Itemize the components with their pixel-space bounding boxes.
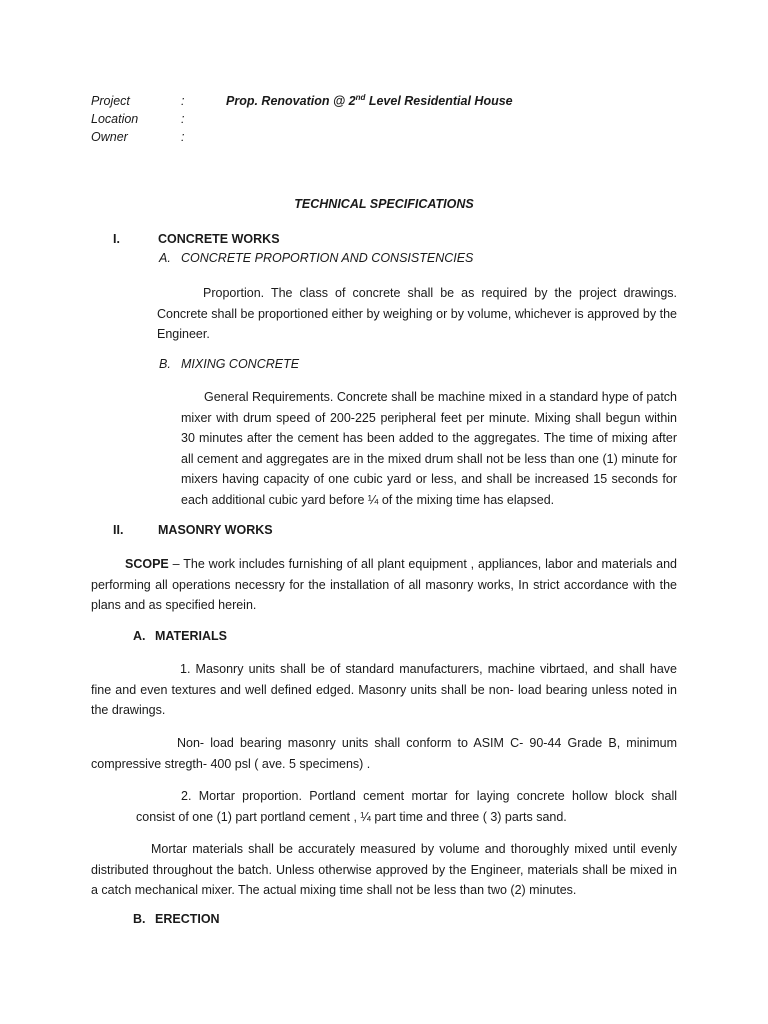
section-2b-heading: ERECTION xyxy=(155,912,220,926)
section-1b-label: B. xyxy=(159,357,171,371)
materials-item-2: 2. Mortar proportion. Portland cement mortar for laying concrete hollow block shall consist of one (1) part portland cement , ¼ part time and three ( 3) parts sand. xyxy=(136,789,677,824)
mortar-paragraph: Mortar materials shall be accurately measured by volume and thoroughly mixed until evenly distributed throughout the batch. Unless otherwise approved by the Engineer, materials shall be mixed in a catch mechanical mixer. The actual mixing time shall not be less than two (2) minutes. xyxy=(91,842,677,897)
section-2a-heading: MATERIALS xyxy=(155,629,227,643)
owner-colon: : xyxy=(181,130,185,144)
section-1b-paragraph: General Requirements. Concrete shall be machine mixed in a standard hype of patch mixer with drum speed of 200-225 peripheral feet per minute. Mixing shall begun within 30 minutes after the cement has been added to the aggregates. The time of mixing after all cement and aggregates are in the mixed drum shall not be less than one (1) minute for mixers having capacity of one cubic yard or less, and shall be increased 15 seconds for each additional cubic yard before ¼ of the mixing time has elapsed. xyxy=(181,390,677,507)
project-value-post: Level Residential House xyxy=(365,94,513,108)
project-colon: : xyxy=(181,94,185,108)
section-2b-label: B. xyxy=(133,912,146,926)
section-1a-label: A. xyxy=(159,251,171,265)
section-1a-paragraph: Proportion. The class of concrete shall be as required by the project drawings. Concrete shall be proportioned either by weighing or by volume, whichever is approved by the Engineer. xyxy=(157,286,677,341)
scope-paragraph xyxy=(91,554,677,616)
project-value-sup: nd xyxy=(355,92,366,102)
materials-item-1: 1. Masonry units shall be of standard manufacturers, machine vibrtaed, and shall have fine and even textures and well defined edged. Masonry units shall be non- load bearing unless noted in the drawings. xyxy=(91,662,677,717)
section-2-number: II. xyxy=(113,523,124,537)
location-label: Location xyxy=(91,112,139,126)
scope-label: SCOPE xyxy=(125,557,169,571)
document-title: TECHNICAL SPECIFICATIONS xyxy=(294,197,474,211)
project-value xyxy=(226,94,513,108)
materials-nonload-paragraph: Non- load bearing masonry units shall conform to ASIM C- 90-44 Grade B, minimum compressive stregth- 400 psl ( ave. 5 specimens) . xyxy=(91,736,677,771)
section-2-heading: MASONRY WORKS xyxy=(158,523,273,537)
section-1-heading: CONCRETE WORKS xyxy=(158,232,280,246)
section-1-number: I. xyxy=(113,232,120,246)
project-label: Project xyxy=(91,94,130,108)
section-1a-heading: CONCRETE PROPORTION AND CONSISTENCIES xyxy=(181,251,474,265)
project-value-pre: Prop. Renovation @ 2 xyxy=(226,94,356,108)
section-1b-heading: MIXING CONCRETE xyxy=(181,357,300,371)
scope-text: – The work includes furnishing of all plant equipment , appliances, labor and materials and performing all operations necessry for the installation of all masonry works, In strict accordance with the plans and as specified herein. xyxy=(91,557,677,612)
owner-label: Owner xyxy=(91,130,128,144)
section-2a-label: A. xyxy=(133,629,146,643)
location-colon: : xyxy=(181,112,185,126)
